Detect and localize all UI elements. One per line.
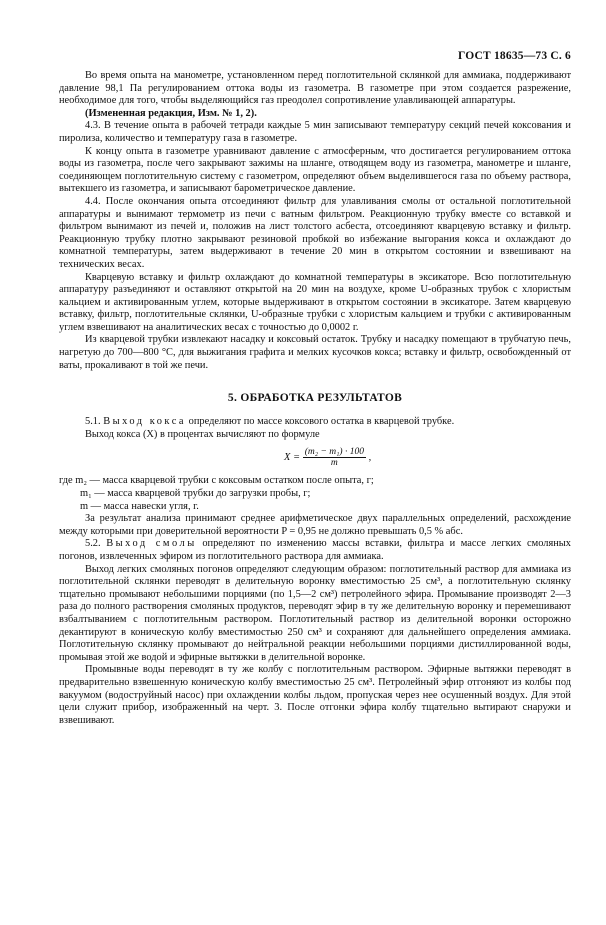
- definition-m1: m₁ — масса кварцевой трубки до загрузки пробы, г;: [80, 488, 311, 500]
- paragraph-5-2-light-tar: Выход легких смоляных погонов определяют следующим образом: поглотительный раствор для аммиака из поглотительной склянки переводят в делительную воронку вместимостью 25 см³, а поглотительную склянку тщательно промывают небольшими порциями (по 1,5—2 см³) петролейного эфира. Промывание производят 2—3 раза до полного растворения смоляных продуктов, переводят эфир в ту же делительную воронку и перемешивают взбалтыванием с поглотительным раствором. Поглотительный раствор из делительной воронки осторожно декантируют в коническую колбу вместимостью 250 см³ и сохраняют для дальнейшего определения аммиака. Поглотительную склянку промывают до нейтральной реакции небольшими порциями дистиллированной воды, промывая этой же водой и эфирные вытяжки в делительной воронке.: [59, 563, 571, 663]
- formula-denominator: m: [330, 458, 338, 469]
- clause-text: определяют по массе коксового остатка в кварцевой трубке.: [188, 416, 455, 428]
- paragraph-4-4: 4.4. После окончания опыта отсоединяют фильтр для улавливания смолы от остальной поглотительной аппаратуры и вынимают термометр из печи с ватным фильтром. Реакционную трубку вместе со вставкой и фильтром вынимают из печей и, положив на лист толстого асбеста, отсоединяют кварцевую вставку и фильтр. Реакционную трубку плотно закрывают резиновой пробкой во избежание выгорания кокса и охлаждают до комнатной температуры, затем выдерживают в течение 20 мин в открытом состоянии и взвешивают на технических весах.: [59, 195, 571, 270]
- document-body: [59, 0, 571, 727]
- paragraph-5-1: [59, 416, 571, 429]
- page-header: ГОСТ 18635—73 С. 6: [458, 50, 571, 62]
- amendment-note: (Измененная редакция, Изм. № 1, 2).: [85, 107, 257, 119]
- paragraph-4-4-calcination: Из кварцевой трубки извлекают насадку и коксовый остаток. Трубку и насадку помещают в трубчатую печь, нагретую до 700—800 °С, для выжигания графита и мелких кусочков кокса; вставку и фильтр, освобожденный от ваты, прокаливают в той же печи.: [59, 334, 571, 371]
- paragraph-4-3: 4.3. В течение опыта в рабочей тетради каждые 5 мин записывают температуру секций печей коксования и пиролиза, количество и температуру газа в газометре.: [59, 120, 571, 144]
- paragraph-5-1-result: За результат анализа принимают среднее арифметическое двух параллельных определений, расхождение между которыми при доверительной вероятности P = 0,95 не должно превышать 0,5 % абс.: [59, 513, 571, 537]
- paragraph-5-1-formula-intro: Выход кокса (X) в процентах вычисляют по формуле: [85, 428, 320, 440]
- clause-term: Выход смолы: [106, 538, 197, 550]
- clause-term: Выход кокса: [103, 416, 187, 428]
- section-title: 5. ОБРАБОТКА РЕЗУЛЬТАТОВ: [227, 392, 403, 405]
- paragraph-5-2: [59, 538, 571, 563]
- paragraph-pressure: Во время опыта на манометре, установленном перед поглотительной склянкой для аммиака, поддерживают давление 98,1 Па регулированием оттока воды из газометра. В газометре при этом создается разрежение, необходимое для того, чтобы выделяющийся газ преодолел сопротивление улавливающей аппаратуры.: [59, 70, 571, 107]
- definition-m2: где m₂ — масса кварцевой трубки с коксовым остатком после опыта, г;: [59, 475, 374, 487]
- clause-text: определяют по изменению массы вставки, фильтра и массе легких смоляных погонов, извлеченных эфиром из поглотительного раствора для аммиака.: [59, 538, 571, 562]
- definition-m: m — масса навески угля, г.: [80, 500, 199, 512]
- formula-lhs: X =: [284, 452, 301, 464]
- coke-yield-formula: [59, 441, 571, 475]
- formula-numerator: (m₂ − m₁) · 100: [304, 447, 364, 458]
- formula-fraction: [303, 447, 366, 468]
- paragraph-4-4-cooling: Кварцевую вставку и фильтр охлаждают до комнатной температуры в эксикаторе. Всю поглотительную аппаратуру разъединяют и оставляют открытой на 20 мин на воздухе, кроме U-образных трубок с хлористым кальцием и активированным углем, которые выдерживают в открытом состоянии в эксикаторе. Затем кварцевую вставку, фильтр, поглотительные склянки, U-образные трубки с хлористым кальцием и трубки с активированным углем взвешивают на аналитических весах с точностью до 0,0002 г.: [59, 271, 571, 333]
- clause-number: 5.2.: [85, 538, 101, 550]
- paragraph-5-2-washing: Промывные воды переводят в ту же колбу с поглотительным раствором. Эфирные вытяжки переводят в предварительно взвешенную коническую колбу вместимостью 25 см³. Петролейный эфир отгоняют из колбы под вакуумом (водоструйный насос) при охлаждении колбы льдом, пропуская через нее осушенный воздух. Для этой цели служит прибор, изображенный на черт. 3. После отгонки эфира колбу тщательно вытирают снаружи и взвешивают.: [59, 664, 571, 726]
- clause-number: 5.1.: [85, 416, 101, 428]
- paragraph-4-3-end: К концу опыта в газометре уравнивают давление с атмосферным, что достигается регулированием оттока воды из газометра, после чего закрывают зажимы на шланге, отводящем воду из газометра, манометре и шланге, соединяющем поглотительную систему с газометром, определяют объем выделившегося газа по объему раствора, вытекшего из газометра, и записывают барометрическое давление.: [59, 145, 571, 195]
- formula-definitions: [59, 475, 571, 513]
- formula-tail: ,: [368, 452, 372, 464]
